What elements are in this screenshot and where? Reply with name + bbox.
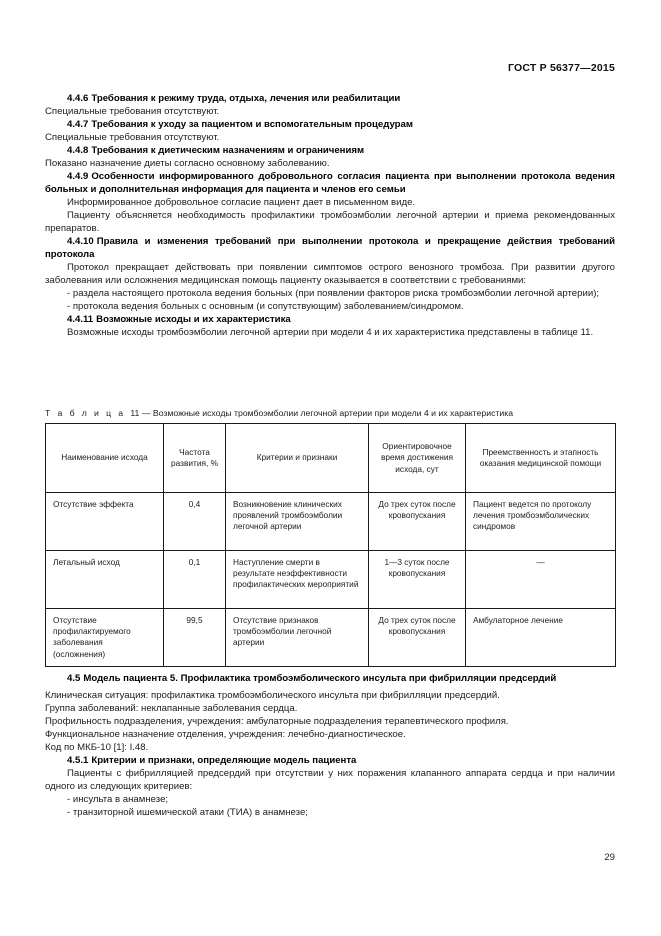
- section-heading-4-4-6: [45, 92, 615, 105]
- section-number-4-4-6: 4.4.6: [67, 93, 89, 104]
- cell-time: До трех суток после кровопускания: [369, 493, 466, 551]
- cell-continuity: Пациент ведется по протоколу лечения тромбоэмболических синдромов: [466, 493, 616, 551]
- section-paragraph-4-4-10-2: - протокола ведения больных с основным (и сопутствующим) заболеванием/синдромом.: [67, 301, 464, 312]
- section-number-4-4-7: 4.4.7: [67, 119, 89, 130]
- section-title-4-5: Модель пациента 5. Профилактика тромбоэмболического инсульта при фибрилляции предсердий: [83, 673, 557, 684]
- folio: [45, 852, 615, 863]
- table-header-row: [46, 424, 616, 493]
- cell-criteria: Наступление смерти в результате неэффективности профилактических мероприятий: [226, 551, 369, 609]
- section-heading-4-4-11: [45, 313, 615, 326]
- table-11-caption: [45, 408, 615, 418]
- section-paragraph-4-4-9-1: Пациенту объясняется необходимость профилактики тромбоэмболии легочной артерии и приема рекомендованных препаратов.: [45, 210, 615, 234]
- section-paragraph-4-5-2: Профильность подразделения, учреждения: амбулаторные подразделения терапевтического профиля.: [45, 716, 509, 727]
- section-title-4-4-6: Требования к режиму труда, отдыха, лечения или реабилитации: [91, 93, 401, 104]
- section-title-4-4-8: Требования к диетическим назначениям и ограничениям: [91, 145, 365, 156]
- page-content: [45, 0, 615, 936]
- section-heading-4-5-1: [45, 754, 615, 767]
- column-header-continuity: Преемственность и этапность оказания медицинской помощи: [466, 424, 616, 493]
- standard-number: ГОСТ Р 56377—2015: [507, 62, 615, 74]
- column-header-time: Ориентировочное время достижения исхода, сут: [369, 424, 466, 493]
- cell-time: До трех суток после кровопускания: [369, 609, 466, 667]
- section-heading-4-4-8: [45, 144, 615, 157]
- cell-outcome-name: Отсутствие профилактируемого заболевания (осложнения): [46, 609, 164, 667]
- section-paragraph-4-4-10-0: Протокол прекращает действовать при появлении симптомов острого венозного тромбоза. При развитии другого заболевания или осложнения медицинская помощь пациенту оказывается в соответствии с требованиями:: [45, 262, 615, 286]
- section-paragraph-4-4-7-0: Специальные требования отсутствуют.: [45, 132, 220, 143]
- section-number-4-4-8: 4.4.8: [67, 145, 89, 156]
- cell-frequency: 99,5: [164, 609, 226, 667]
- section-paragraph-4-5-1-0: Пациенты с фибрилляцией предсердий при отсутствии у них поражения клапанного аппарата сердца и при наличии одного из следующих критериев:: [45, 768, 615, 792]
- body-text-block: [45, 92, 615, 339]
- cell-time: 1—3 суток после кровопускания: [369, 551, 466, 609]
- cell-criteria: Возникновение клинических проявлений тромбоэмболии легочной артерии: [226, 493, 369, 551]
- section-title-4-4-7: Требования к уходу за пациентом и вспомогательным процедурам: [91, 119, 413, 130]
- cell-outcome-name: Отсутствие эффекта: [46, 493, 164, 551]
- section-title-4-4-10: Правила и изменения требований при выполнении протокола и прекращение действия требований протокола: [45, 236, 615, 260]
- section-paragraph-4-4-6-0: Специальные требования отсутствуют.: [45, 106, 220, 117]
- section-paragraph-4-5-1: Группа заболеваний: неклапанные заболевания сердца.: [45, 703, 298, 714]
- section-title-4-4-11: Возможные исходы и их характеристика: [96, 314, 291, 325]
- cell-continuity: —: [466, 551, 616, 609]
- section-number-4-5: 4.5: [67, 673, 81, 684]
- table-row: [46, 609, 616, 667]
- section-heading-4-4-7: [45, 118, 615, 131]
- cell-frequency: 0,1: [164, 551, 226, 609]
- section-heading-4-4-9: [45, 170, 615, 196]
- section-paragraph-4-4-9-0: Информированное добровольное согласие пациент дает в письменном виде.: [67, 197, 416, 208]
- section-number-4-5-1: 4.5.1: [67, 755, 89, 766]
- cell-outcome-name: Летальный исход: [46, 551, 164, 609]
- table-11-wrapper: [45, 408, 615, 667]
- tail-text-block: [45, 672, 615, 819]
- section-paragraph-4-5-1-1: - инсульта в анамнезе;: [67, 794, 169, 805]
- table-caption-text: — Возможные исходы тромбоэмболии легочной артерии при модели 4 и их характеристика: [141, 408, 514, 418]
- table-row: [46, 493, 616, 551]
- column-header-outcome-name: Наименование исхода: [46, 424, 164, 493]
- page-number: 29: [604, 852, 615, 863]
- section-title-4-5-1: Критерии и признаки, определяющие модель пациента: [91, 755, 357, 766]
- section-number-4-4-11: 4.4.11: [67, 314, 94, 325]
- section-heading-4-5: [45, 672, 615, 685]
- section-number-4-4-9: 4.4.9: [67, 171, 89, 182]
- section-paragraph-4-5-4: Код по МКБ-10 [1]: I.48.: [45, 742, 149, 753]
- column-header-frequency: Частота развития, %: [164, 424, 226, 493]
- outcomes-table: [45, 423, 616, 667]
- cell-frequency: 0,4: [164, 493, 226, 551]
- section-paragraph-4-5-3: Функциональное назначение отделения, учреждения: лечебно-диагностическое.: [45, 729, 406, 740]
- table-caption-number: 11: [130, 408, 140, 418]
- column-header-criteria: Критерии и признаки: [226, 424, 369, 493]
- section-paragraph-4-5-1-2: - транзиторной ишемической атаки (ТИА) в анамнезе;: [67, 807, 308, 818]
- section-paragraph-4-4-10-1: - раздела настоящего протокола ведения больных (при появлении факторов риска тромбоэмболии легочной артерии);: [67, 288, 600, 299]
- section-title-4-4-9: Особенности информированного добровольного согласия пациента при выполнении протокола ведения больных и дополнительная информация для пациента и членов его семьи: [45, 171, 615, 195]
- section-paragraph-4-5-0: Клиническая ситуация: профилактика тромбоэмболического инсульта при фибрилляции предсердий.: [45, 690, 500, 701]
- section-number-4-4-10: 4.4.10: [67, 236, 94, 247]
- table-row: [46, 551, 616, 609]
- section-heading-4-4-10: [45, 235, 615, 261]
- section-paragraph-4-4-11-0: Возможные исходы тромбоэмболии легочной артерии при модели 4 и их характеристика представлены в таблице 11.: [67, 327, 594, 338]
- section-paragraph-4-4-8-0: Показано назначение диеты согласно основному заболеванию.: [45, 158, 330, 169]
- cell-criteria: Отсутствие признаков тромбоэмболии легочной артерии: [226, 609, 369, 667]
- running-header: [45, 62, 615, 74]
- cell-continuity: Амбулаторное лечение: [466, 609, 616, 667]
- table-caption-label: Т а б л и ц а: [45, 408, 126, 418]
